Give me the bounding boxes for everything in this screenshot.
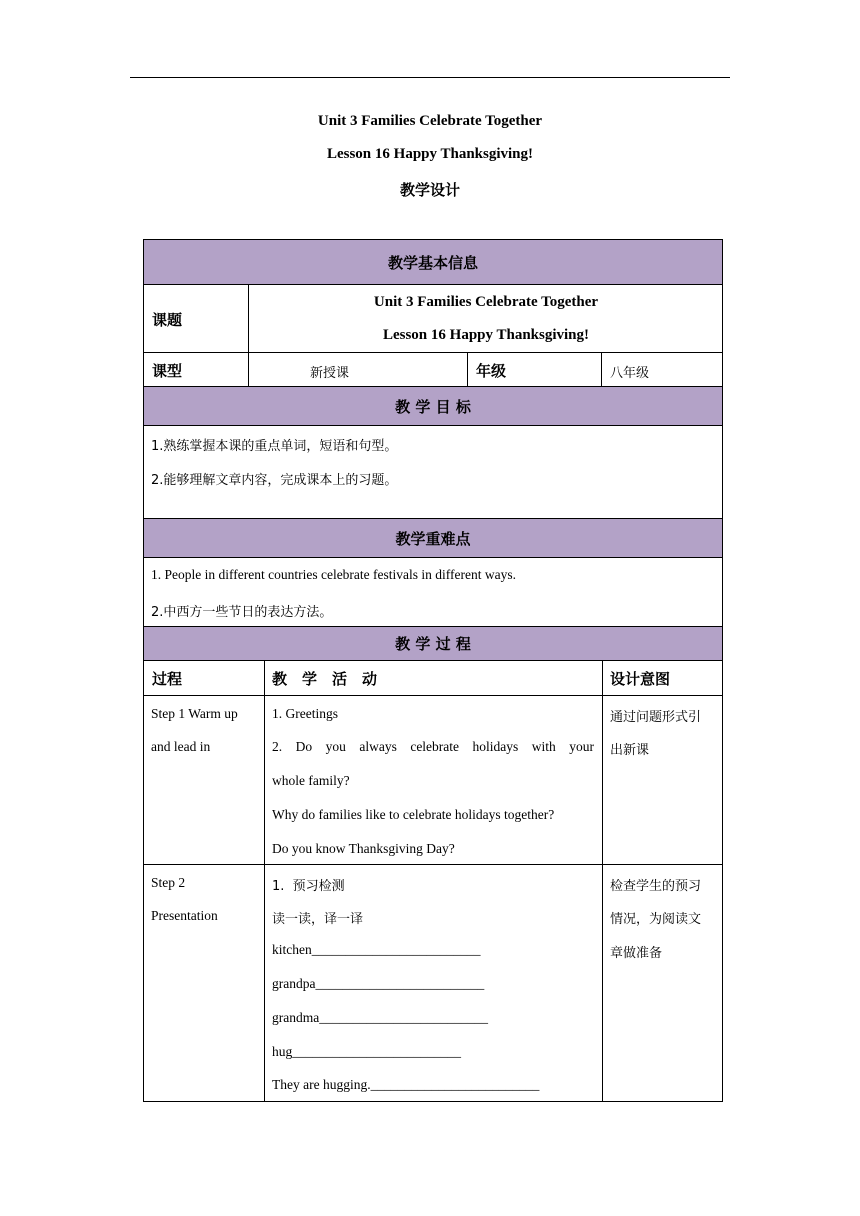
table-row	[143, 864, 723, 1102]
step2-intent-line2: 情况，为阅读文	[610, 912, 702, 927]
process-heading: 教 学 过 程	[143, 626, 723, 661]
key-point-item: 2.中西方一些节日的表达方法。	[151, 605, 333, 620]
doc-title-design: 教学设计	[399, 181, 460, 199]
basic-info-heading: 教学基本信息	[143, 239, 723, 285]
step2-activity-line: 1. 预习检测	[272, 879, 345, 894]
col-intent: 设计意图	[610, 670, 671, 688]
step1-intent-line1: 通过问题形式引	[610, 710, 702, 725]
step1-activity-line: 2. Do you always celebrate holidays with your	[272, 739, 594, 754]
step1-name-line2: and lead in	[151, 739, 211, 754]
step2-name-line1: Step 2	[151, 875, 186, 890]
grade-value: 八年级	[610, 366, 650, 381]
col-process: 过程	[152, 670, 183, 688]
step2-intent-line1: 检查学生的预习	[610, 879, 702, 894]
step2-activity-line: They are hugging._________________________	[272, 1077, 540, 1092]
type-label: 课型	[152, 362, 183, 380]
step2-activity-line: grandpa_________________________	[272, 976, 485, 991]
col-activity: 教 学 活 动	[272, 670, 378, 688]
step1-activity-line: whole family?	[272, 773, 350, 788]
step2-activity-line: grandma_________________________	[272, 1010, 488, 1025]
objective-item: 2.能够理解文章内容，完成课本上的习题。	[151, 473, 398, 488]
step2-activity-line: kitchen_________________________	[272, 942, 481, 957]
process-column-headers	[143, 660, 723, 696]
objective-item: 1.熟练掌握本课的重点单词，短语和句型。	[151, 439, 398, 454]
topic-line2: Lesson 16 Happy Thanksgiving!	[382, 327, 590, 343]
key-points-heading: 教学重难点	[143, 518, 723, 558]
key-points-body	[143, 557, 723, 627]
step1-activity-line: Do you know Thanksgiving Day?	[272, 841, 455, 856]
step2-intent-line3: 章做准备	[610, 946, 663, 961]
step2-activity-line: hug_________________________	[272, 1044, 461, 1059]
step1-intent-line2: 出新课	[610, 743, 650, 758]
step2-name-line2: Presentation	[151, 908, 218, 923]
grade-label: 年级	[476, 362, 507, 380]
header-rule	[130, 77, 730, 78]
topic-row	[143, 284, 723, 353]
step1-name-line1: Step 1 Warm up	[151, 706, 238, 721]
doc-title-unit: Unit 3 Families Celebrate Together	[317, 113, 543, 129]
step1-activity-line: 1. Greetings	[272, 706, 338, 721]
topic-line1: Unit 3 Families Celebrate Together	[373, 294, 599, 310]
step2-activity-line: 读一读，译一译	[272, 912, 364, 927]
key-point-item: 1. People in different countries celebrate festivals in different ways.	[151, 567, 517, 582]
step1-activity-line: Why do families like to celebrate holidays together?	[272, 807, 555, 822]
doc-title-lesson: Lesson 16 Happy Thanksgiving!	[326, 146, 534, 162]
objectives-heading: 教 学 目 标	[143, 386, 723, 426]
type-grade-row	[143, 352, 723, 387]
topic-label: 课题	[152, 311, 183, 329]
table-row	[143, 695, 723, 865]
type-value: 新授课	[310, 366, 350, 381]
objectives-body	[143, 425, 723, 519]
